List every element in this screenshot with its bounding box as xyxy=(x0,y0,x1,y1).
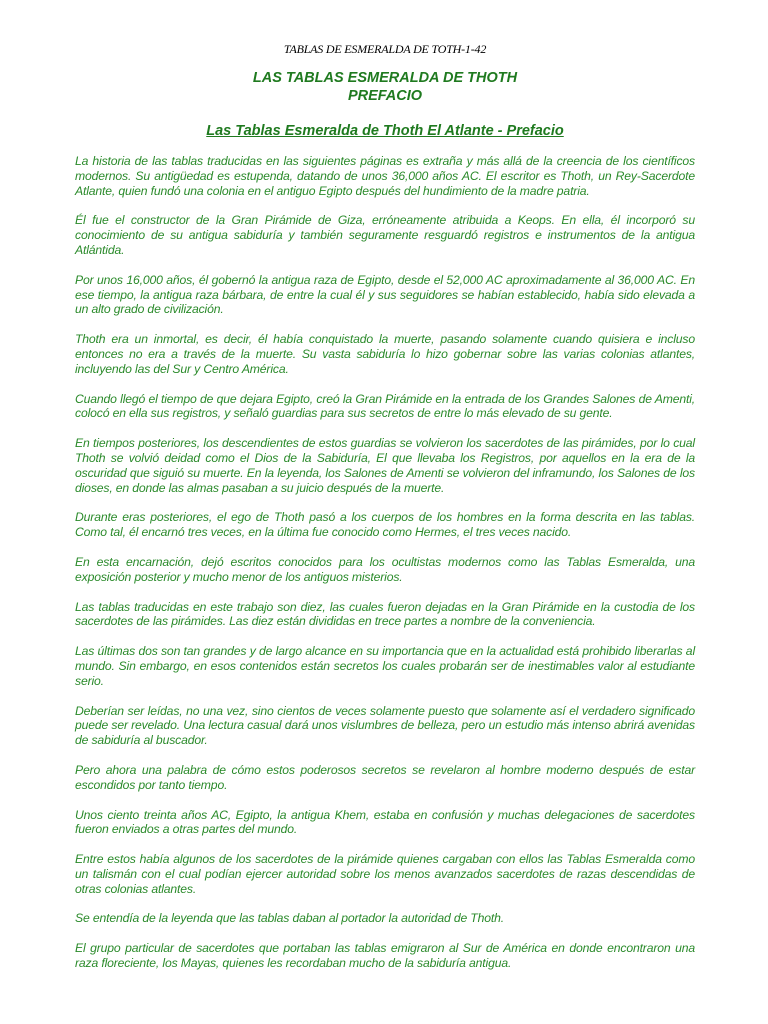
paragraph-9: Las tablas traducidas en este trabajo son diez, las cuales fueron dejadas en la Gran Pirámide en la custodia de los sacerdotes de las pirámides. Las diez están divididas en trece partes a nombre de la conveniencia. xyxy=(75,599,695,629)
paragraph-12: Pero ahora una palabra de cómo estos poderosos secretos se revelaron al hombre moderno después de estar escondidos por tanto tiempo. xyxy=(75,762,695,792)
paragraph-4: Thoth era un inmortal, es decir, él había conquistado la muerte, pasando solamente cuando quisiera e incluso entonces no era a través de la muerte. Su vasta sabiduría lo hizo gobernar sobre las varias colonias atlantes, incluyendo las del Sur y Centro América. xyxy=(75,332,695,376)
running-header: TABLAS DE ESMERALDA DE TOTH-1-42 xyxy=(283,42,487,56)
paragraph-1: La historia de las tablas traducidas en las siguientes páginas es extraña y más allá de la creencia de los científicos modernos. Su antigüedad es estupenda, datando de unos 36,000 años AC. El escritor es Thoth, un Rey-Sacerdote Atlante, quien fundó una colonia en el antiguo Egipto después del hundimiento de la madre patria. xyxy=(75,154,695,198)
paragraph-3: Por unos 16,000 años, él gobernó la antigua raza de Egipto, desde el 52,000 AC aproximadamente al 36,000 AC. En ese tiempo, la antigua raza bárbara, de entre la cual él y sus seguidores se habían establecido, había sido elevada a un alto grado de civilización. xyxy=(75,272,695,317)
paragraph-5: Cuando llegó el tiempo de que dejara Egipto, creó la Gran Pirámide en la entrada de los Grandes Salones de Amenti, colocó en ella sus registros, y señaló guardias para sus secretos de entre lo más elevado de su gente. xyxy=(75,391,695,421)
paragraph-16: El grupo particular de sacerdotes que portaban las tablas emigraron al Sur de América en donde encontraron una raza floreciente, los Mayas, quienes les recordaban mucho de la sabiduría antigua. xyxy=(75,941,695,971)
paragraph-8: En esta encarnación, dejó escritos conocidos para los ocultistas modernos como las Tablas Esmeralda, una exposición posterior y mucho menor de los antiguos misterios. xyxy=(75,554,695,584)
paragraph-14: Entre estos había algunos de los sacerdotes de la pirámide quienes cargaban con ellos las Tablas Esmeralda como un talismán con el cual podían ejercer autoridad sobre los menos avanzados sacerdotes de razas descendidas de otras colonias atlantes. xyxy=(75,852,695,896)
paragraph-10: Las últimas dos son tan grandes y de largo alcance en su importancia que en la actualidad está prohibido liberarlas al mundo. Sin embargo, en esos contenidos están secretos los cuales probarán ser de inestimables valor al estudiante serio. xyxy=(75,644,695,688)
paragraph-11: Deberían ser leídas, no una vez, sino cientos de veces solamente puesto que solamente así el verdadero significado puede ser revelado. Una lectura casual dará unos vislumbres de belleza, pero un estudio más intenso abrirá avenidas de sabiduría al buscador. xyxy=(75,703,695,748)
paragraph-15: Se entendía de la leyenda que las tablas daban al portador la autoridad de Thoth. xyxy=(75,911,504,926)
document-title: LAS TABLAS ESMERALDA DE THOTH xyxy=(252,70,518,86)
section-title: Las Tablas Esmeralda de Thoth El Atlante - Prefacio xyxy=(206,123,564,139)
paragraph-13: Unos ciento treinta años AC, Egipto, la antigua Khem, estaba en confusión y muchas delegaciones de sacerdotes fueron enviados a otras partes del mundo. xyxy=(75,807,695,837)
paragraph-2: Él fue el constructor de la Gran Pirámide de Giza, erróneamente atribuida a Keops. En ella, él incorporó su conocimiento de su antigua sabiduría y también seguramente resguardó registros e instrumentos de la antigua Atlántida. xyxy=(75,213,695,257)
paragraph-6: En tiempos posteriores, los descendientes de estos guardias se volvieron los sacerdotes de las pirámides, por lo cual Thoth se volvió deidad como el Dios de la Sabiduría, El que llevaba los Registros, por aquellos en la era de la oscuridad que siguió su muerte. En la leyenda, los Salones de Amenti se volvieron del inframundo, los Salones de los dioses, en donde las almas pasaban a su juicio después de la muerte. xyxy=(75,436,695,495)
document-subtitle: PREFACIO xyxy=(347,88,423,104)
body-text xyxy=(75,154,695,971)
paragraph-7: Durante eras posteriores, el ego de Thoth pasó a los cuerpos de los hombres en la forma descrita en las tablas. Como tal, él encarnó tres veces, en la última fue conocido como Hermes, el tres veces nacido. xyxy=(75,510,695,540)
